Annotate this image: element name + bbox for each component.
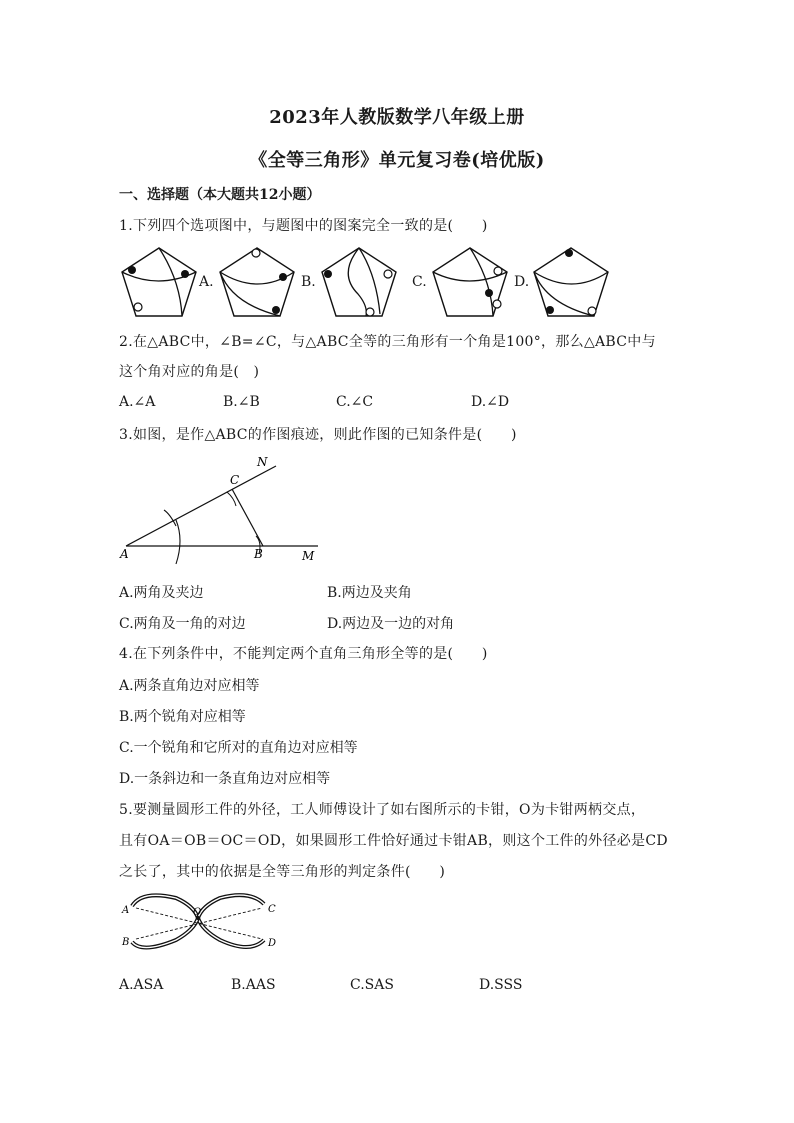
q1-option-c-figure[interactable] bbox=[429, 244, 511, 320]
q3-label-m: M bbox=[302, 549, 315, 563]
question-5-line3: 之长了，其中的依据是全等三角形的判定条件( ) bbox=[119, 864, 446, 880]
q4-option-a[interactable]: A.两条直角边对应相等 bbox=[119, 678, 260, 694]
q1-option-a-label: A. bbox=[199, 274, 214, 290]
q5-label-b: B bbox=[122, 937, 130, 948]
q3-label-c: C bbox=[230, 473, 240, 487]
q1-option-d-figure[interactable] bbox=[530, 244, 612, 320]
q5-label-d: D bbox=[268, 938, 277, 949]
q4-option-c[interactable]: C.一个锐角和它所对的直角边对应相等 bbox=[119, 740, 358, 756]
q2-option-d[interactable]: D.∠D bbox=[471, 394, 510, 410]
q3-option-a[interactable]: A.两角及夹边 bbox=[119, 585, 204, 601]
q5-option-b[interactable]: B.AAS bbox=[231, 977, 276, 993]
q1-question-figure bbox=[118, 244, 200, 320]
q1-option-b-figure[interactable] bbox=[318, 244, 400, 320]
q5-label-a: A bbox=[122, 905, 130, 916]
q2-option-a[interactable]: A.∠A bbox=[119, 394, 156, 410]
q3-construction-figure bbox=[118, 452, 328, 567]
question-5-line1: 5.要测量圆形工件的外径，工人师傅设计了如右图所示的卡钳，O为卡钳两柄交点， bbox=[119, 802, 646, 818]
q5-option-c[interactable]: C.SAS bbox=[350, 977, 394, 993]
q4-option-b[interactable]: B.两个锐角对应相等 bbox=[119, 709, 246, 725]
q3-label-b: B bbox=[254, 547, 263, 561]
q1-option-c-label: C. bbox=[412, 274, 427, 290]
question-4-stem: 4.在下列条件中，不能判定两个直角三角形全等的是( ) bbox=[119, 646, 488, 662]
q2-option-b[interactable]: B.∠B bbox=[223, 394, 260, 410]
q5-option-a[interactable]: A.ASA bbox=[119, 977, 164, 993]
q4-option-d[interactable]: D.一条斜边和一条直角边对应相等 bbox=[119, 771, 331, 787]
question-2-line2: 这个角对应的角是( ) bbox=[119, 364, 260, 380]
q1-option-d-label: D. bbox=[514, 274, 530, 290]
question-2-line1: 2.在△ABC中，∠B=∠C，与△ABC全等的三角形有一个角是100°，那么△ABC中与 bbox=[119, 334, 656, 350]
q3-option-b[interactable]: B.两边及夹角 bbox=[327, 585, 412, 601]
q5-label-o: O bbox=[193, 907, 202, 918]
question-1-stem: 1.下列四个选项图中，与题图中的图案完全一致的是( ) bbox=[119, 218, 488, 234]
q3-label-n: N bbox=[257, 455, 268, 469]
q2-option-c[interactable]: C.∠C bbox=[336, 394, 374, 410]
doc-title: 2023年人教版数学八年级上册 bbox=[269, 107, 525, 128]
question-5-line2: 且有OA＝OB＝OC＝OD，如果圆形工件恰好通过卡钳AB，则这个工件的外径必是CD bbox=[119, 833, 668, 849]
q3-label-a: A bbox=[120, 547, 129, 561]
q5-caliper-figure bbox=[118, 888, 278, 960]
q3-option-d[interactable]: D.两边及一边的对角 bbox=[327, 616, 455, 632]
q3-option-c[interactable]: C.两角及一角的对边 bbox=[119, 616, 246, 632]
question-3-stem: 3.如图，是作△ABC的作图痕迹，则此作图的已知条件是( ) bbox=[119, 427, 517, 443]
doc-subtitle: 《全等三角形》单元复习卷(培优版) bbox=[249, 150, 545, 171]
q5-label-c: C bbox=[268, 904, 276, 915]
q1-option-b-label: B. bbox=[301, 274, 316, 290]
q5-option-d[interactable]: D.SSS bbox=[479, 977, 523, 993]
section-heading: 一、选择题（本大题共12小题） bbox=[119, 187, 321, 203]
q1-option-a-figure[interactable] bbox=[216, 244, 298, 320]
